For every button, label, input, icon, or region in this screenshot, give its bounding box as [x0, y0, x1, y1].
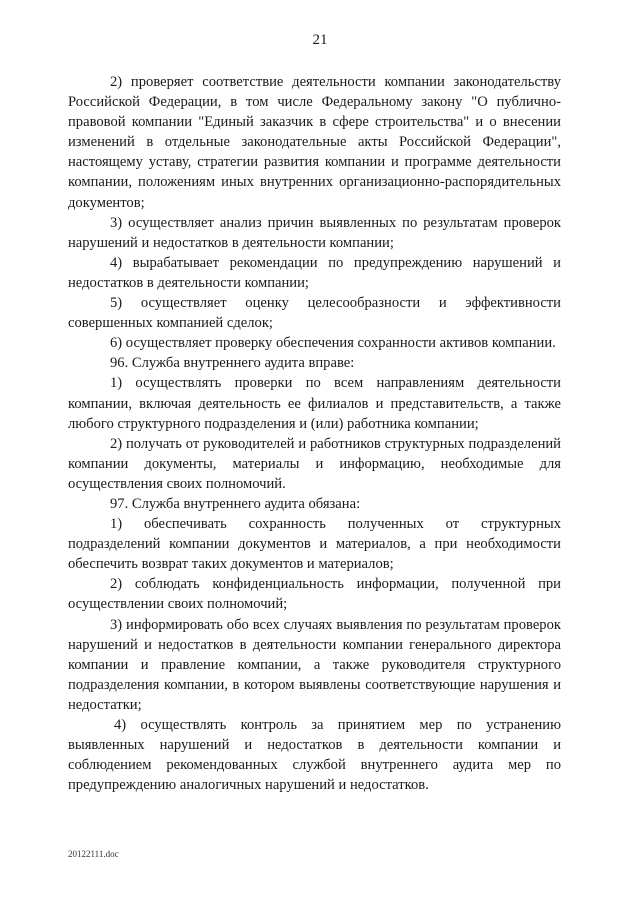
paragraph-95-item-6: 6) осуществляет проверку обеспечения сохранности активов компании.: [110, 335, 556, 352]
document-body: [68, 72, 561, 795]
document-file-code: 20122111.doc: [68, 849, 119, 859]
paragraph-97-heading: 97. Служба внутреннего аудита обязана:: [110, 495, 361, 512]
paragraph-95-item-4: 4) вырабатывает рекомендации по предупреждению нарушений и недостатков в деятельности компании;: [68, 254, 561, 291]
page-number: 21: [312, 32, 328, 48]
paragraph-96-item-1: 1) осуществлять проверки по всем направлениям деятельности компании, включая деятельность ее филиалов и представительств, а также любого структурного подразделения и (или) работника компании;: [68, 375, 561, 432]
paragraph-95-item-5: 5) осуществляет оценку целесообразности и эффективности совершенных компанией сделок;: [68, 295, 561, 332]
paragraph-97-item-4: 4) осуществлять контроль за принятием мер по устранению выявленных нарушений и недостатков в деятельности компании и соблюдением рекомендованных службой внутреннего аудита мер по предупреждению аналогичных нарушений и недостатков.: [68, 717, 561, 794]
paragraph-97-item-1: 1) обеспечивать сохранность полученных от структурных подразделений компании документов и материалов, а при необходимости обеспечить возврат таких документов и материалов;: [68, 516, 561, 573]
paragraph-97-item-2: 2) соблюдать конфиденциальность информации, полученной при осуществлении своих полномочий;: [68, 576, 561, 613]
paragraph-96-item-2: 2) получать от руководителей и работников структурных подразделений компании документы, материалы и информацию, необходимые для осуществления своих полномочий.: [68, 435, 561, 492]
paragraph-95-item-3: 3) осуществляет анализ причин выявленных по результатам проверок нарушений и недостатков в деятельности компании;: [68, 214, 561, 251]
paragraph-96-heading: 96. Служба внутреннего аудита вправе:: [110, 355, 355, 372]
paragraph-97-item-3: 3) информировать обо всех случаях выявления по результатам проверок нарушений и недостатков в деятельности компании генерального директора компании и правление компании, а также руководителя структурного подразделения компании, в котором выявлены соответствующие нарушения и недостатки;: [68, 616, 561, 713]
paragraph-95-item-2: 2) проверяет соответствие деятельности компании законодательству Российской Федерации, в том числе Федеральному закону "О публично-правовой компании "Единый заказчик в сфере строительства" и о внесении изменений в отдельные законодательные акты Российской Федерации", настоящему уставу, стратегии развития компании и программе деятельности компании, положениям иных внутренних организационно-распорядительных документов;: [68, 74, 561, 211]
